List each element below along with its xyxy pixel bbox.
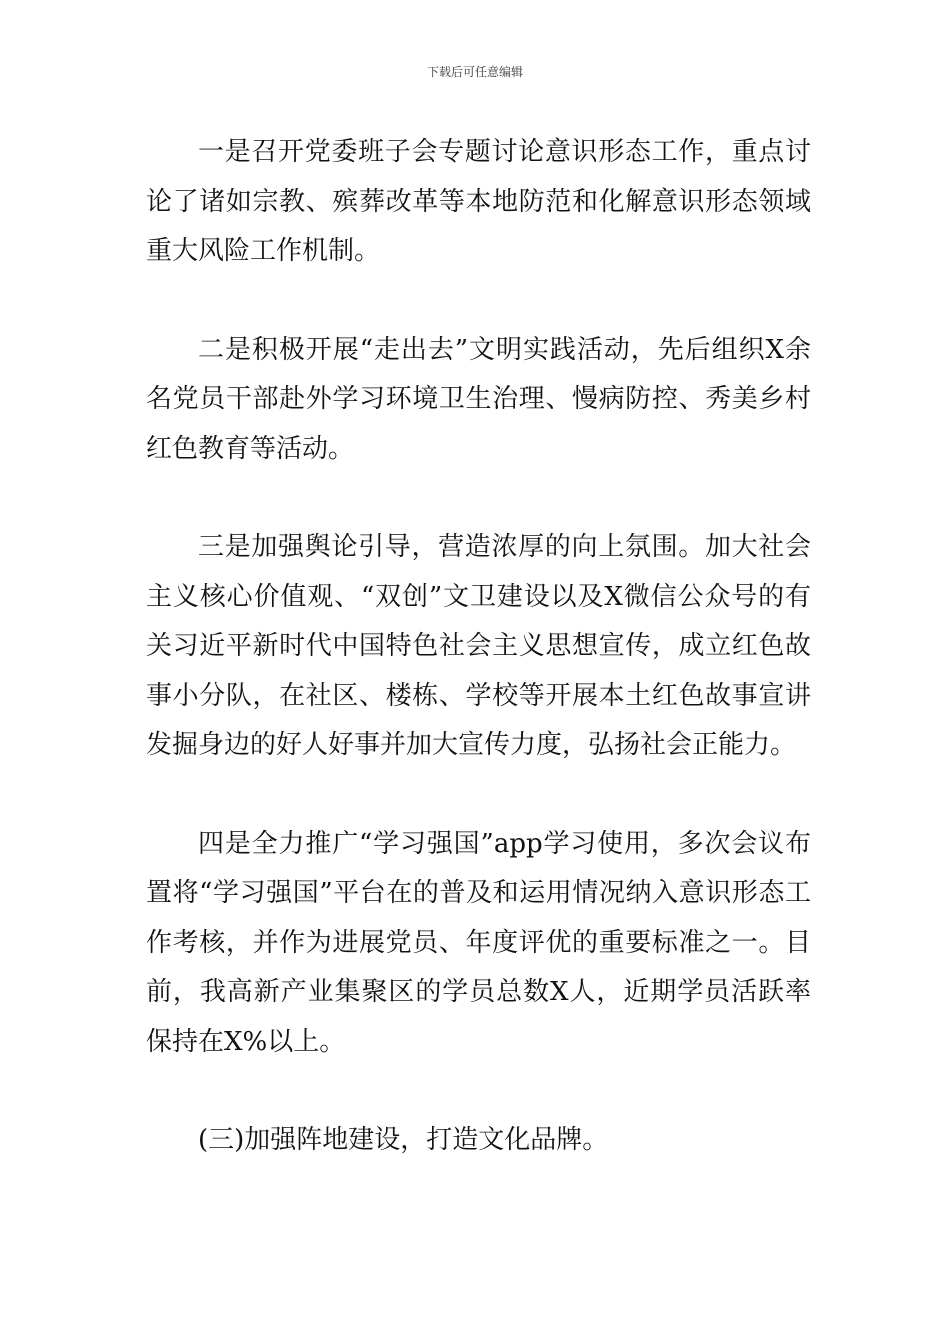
- paragraph-1: 一是召开党委班子会专题讨论意识形态工作，重点讨论了诸如宗教、殡葬改革等本地防范和化解意识形态领域重大风险工作机制。: [146, 137, 811, 266]
- paragraph-2: 二是积极开展“走出去”文明实践活动，先后组织X余名党员干部赴外学习环境卫生治理、慢病防控、秀美乡村红色教育等活动。: [146, 334, 811, 464]
- section-heading: (三)加强阵地建设，打造文化品牌。: [198, 1125, 609, 1155]
- document-body: [146, 128, 811, 1166]
- paragraph-4: 四是全力推广“学习强国”app学习使用，多次会议布置将“学习强国”平台在的普及和运用情况纳入意识形态工作考核，并作为进展党员、年度评优的重要标准之一。目前，我高新产业集聚区的学员总数X人，近期学员活跃率保持在X%以上。: [146, 828, 811, 1057]
- paragraph-3: 三是加强舆论引导，营造浓厚的向上氛围。加大社会主义核心价值观、“双创”文卫建设以及X微信公众号的有关习近平新时代中国特色社会主义思想宣传，成立红色故事小分队，在社区、楼栋、学校等开展本土红色故事宣讲发掘身边的好人好事并加大宣传力度，弘扬社会正能力。: [146, 532, 811, 760]
- page-header: 下载后可任意编辑: [426, 65, 523, 79]
